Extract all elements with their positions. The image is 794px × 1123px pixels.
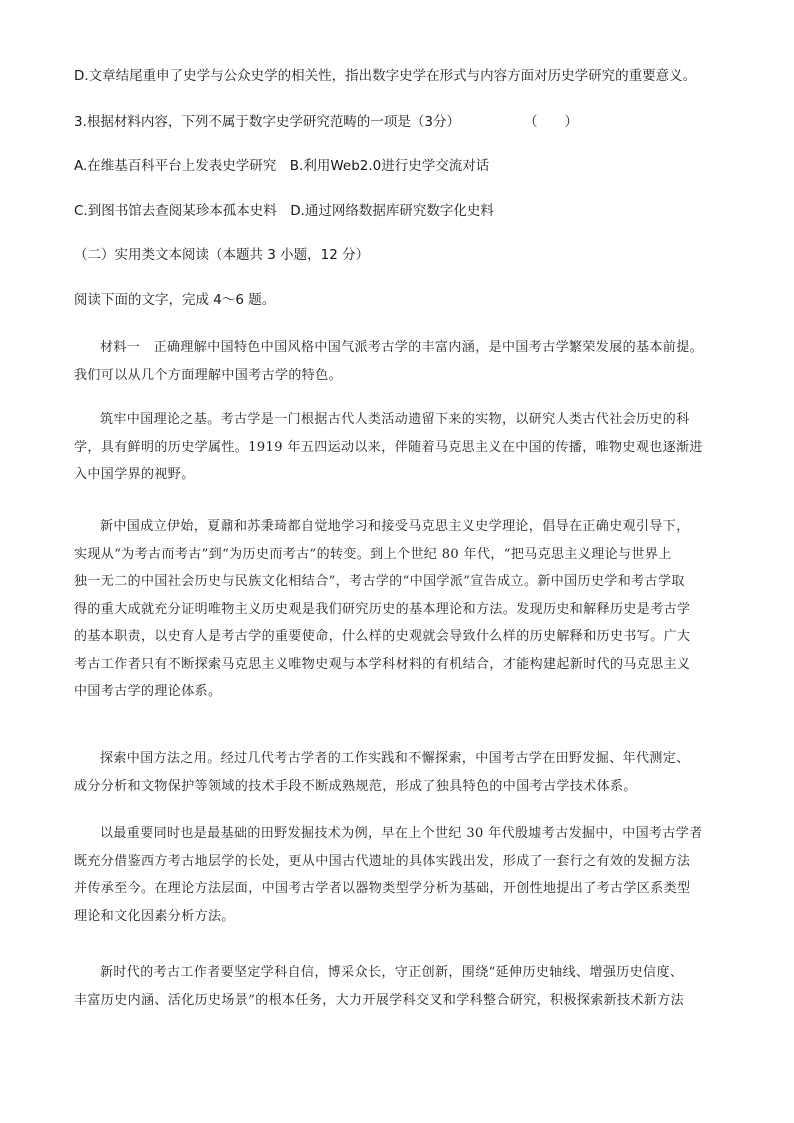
paragraph-line: 中国考古学的理论体系。 <box>74 684 222 699</box>
material-paragraph-5 <box>74 820 734 930</box>
paragraph-line: 理论和文化因素分析方法。 <box>74 908 235 924</box>
material-paragraph-2 <box>74 406 734 489</box>
reading-instruction: 阅读下面的文字，完成 4～6 题。 <box>74 292 276 308</box>
material-paragraph-4 <box>74 745 734 800</box>
question-3-options-c-d: C.到图书馆去查阅某珍本孤本史料 D.通过网络数据库研究数字化史料 <box>74 203 494 219</box>
paragraph-line: 考古工作者只有不断探索马克思主义唯物史观与本学科材料的有机结合，才能构建起新时代的马克思主义 <box>74 656 691 672</box>
paragraph-line: 的基本职责，以史育人是考古学的重要使命，什么样的史观就会导致什么样的历史解释和历史书写。广大 <box>74 629 691 644</box>
paragraph-line: 新中国成立伊始，夏鼐和苏秉琦都自觉地学习和接受马克思主义史学理论，倡导在正确史观引导下， <box>100 519 690 534</box>
material-paragraph-1 <box>74 334 734 389</box>
paragraph-line: 筑牢中国理论之基。考古学是一门根据古代人类活动遗留下来的实物，以研究人类古代社会历史的科 <box>100 412 690 427</box>
paragraph-line: 丰富历史内涵、活化历史场景”的根本任务，大力开展学科交叉和学科整合研究，积极探索新技术新方法 <box>74 992 685 1008</box>
paragraph-line: 学，具有鲜明的历史学属性。1919 年五四运动以来，伴随着马克思主义在中国的传播，唯物史观也逐渐进 <box>74 439 703 455</box>
option-d-previous-question: D.文章结尾重申了史学与公众史学的相关性，指出数字史学在形式与内容方面对历史学研究的重要意义。 <box>74 68 697 84</box>
paragraph-line: 独一无二的中国社会历史与民族文化相结合”，考古学的“中国学派”宣告成立。新中国历史学和考古学取 <box>74 574 685 589</box>
paragraph-line: 成分分析和文物保护等领域的技术手段不断成熟规范，形成了独具特色的中国考古学技术体系。 <box>74 778 637 794</box>
section-heading: （二）实用类文本阅读（本题共 3 小题，12 分） <box>74 247 370 263</box>
paragraph-line: 我们可以从几个方面理解中国考古学的特色。 <box>74 367 343 383</box>
paragraph-line: 得的重大成就充分证明唯物主义历史观是我们研究历史的基本理论和方法。发现历史和解释历史是考古学 <box>74 601 691 617</box>
paragraph-line: 实现从“为考古而考古”到“为历史而考古”的转变。到上个世纪 80 年代，“把马克思主义理论与世界上 <box>74 546 672 562</box>
material-paragraph-6 <box>74 959 734 1014</box>
paragraph-line: 探索中国方法之用。经过几代考古学者的工作实践和不懈探索，中国考古学在田野发掘、年代测定、 <box>100 751 690 766</box>
paragraph-line: 新时代的考古工作者要坚定学科自信，博采众长，守正创新，围绕“延伸历史轴线、增强历史信度、 <box>100 965 684 980</box>
answer-parentheses: （ ） <box>524 114 578 130</box>
paragraph-line: 入中国学界的视野。 <box>74 467 195 482</box>
question-3-options-a-b: A.在维基百科平台上发表史学研究 B.利用Web2.0进行史学交流对话 <box>74 158 490 174</box>
paragraph-line: 并传承至今。在理论方法层面，中国考古学者以器物类型学分析为基础，开创性地提出了考古学区系类型 <box>74 881 691 896</box>
material-paragraph-3 <box>74 513 734 706</box>
question-3-stem: 3.根据材料内容，下列不属于数字史学研究范畴的一项是（3分） <box>74 114 460 130</box>
paragraph-line: 材料一 正确理解中国特色中国风格中国气派考古学的丰富内涵，是中国考古学繁荣发展的基本前提。 <box>100 340 704 355</box>
paragraph-line: 既充分借鉴西方考古地层学的长处，更从中国古代遗址的具体实践出发，形成了一套行之有效的发掘方法 <box>74 853 691 869</box>
paragraph-line: 以最重要同时也是最基础的田野发掘技术为例，早在上个世纪 30 年代殷墟考古发掘中，中国考古学者 <box>100 826 703 841</box>
